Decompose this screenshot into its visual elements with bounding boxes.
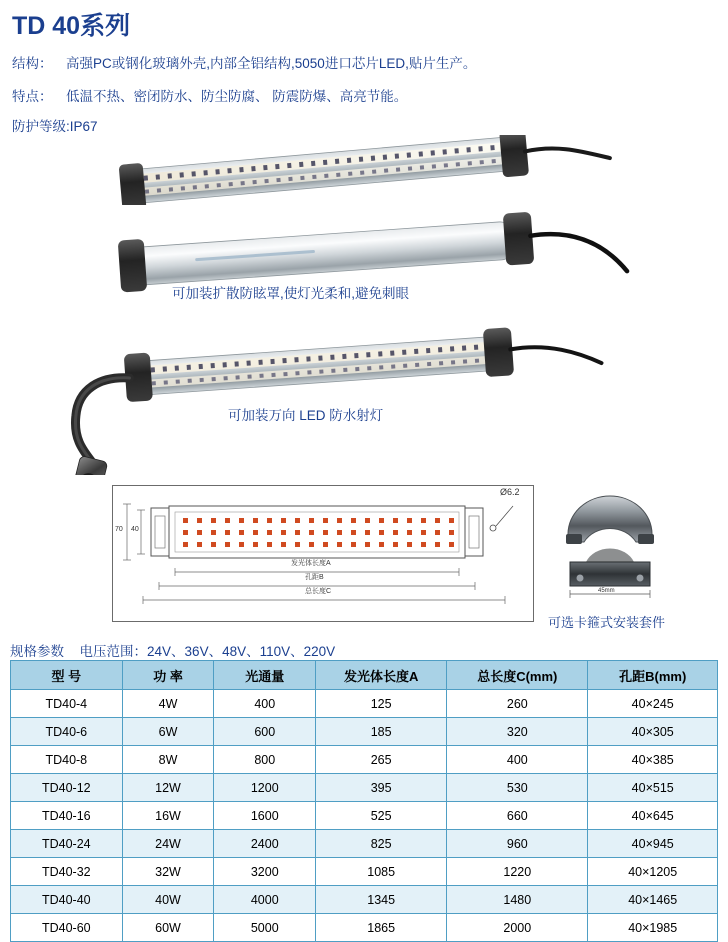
cell-hole-b: 40×1465 (588, 886, 718, 914)
table-row (11, 858, 718, 886)
table-row (11, 690, 718, 718)
structure-label: 结构： (12, 56, 53, 71)
cell-total-c: 400 (447, 746, 588, 774)
cell-length-a: 395 (316, 774, 447, 802)
cell-power: 32W (122, 858, 214, 886)
cell-power: 60W (122, 914, 214, 942)
cell-hole-b: 40×645 (588, 802, 718, 830)
cell-model: TD40-40 (11, 886, 123, 914)
product-photo-clamp-kit (550, 482, 700, 607)
col-length-a: 发光体长度A (316, 661, 447, 690)
cell-total-c: 960 (447, 830, 588, 858)
cell-total-c: 260 (447, 690, 588, 718)
cell-lumen: 3200 (214, 858, 316, 886)
structure-text: 高强PC或钢化玻璃外壳,内部全铝结构,5050进口芯片LED,贴片生产。 (66, 56, 477, 71)
caption-diffuser: 可加装扩散防眩罩,使灯光柔和,避免刺眼 (172, 286, 410, 301)
dim-height-70: 70 (115, 526, 123, 533)
cell-total-c: 320 (447, 718, 588, 746)
table-row (11, 802, 718, 830)
lamp-svg-spotlight (30, 320, 630, 475)
cell-length-a: 825 (316, 830, 447, 858)
cell-lumen: 400 (214, 690, 316, 718)
cell-lumen: 800 (214, 746, 316, 774)
dim-height-40: 40 (131, 526, 139, 533)
table-row (11, 830, 718, 858)
table-row (11, 746, 718, 774)
cell-hole-b: 40×245 (588, 690, 718, 718)
col-hole-b: 孔距B(mm) (588, 661, 718, 690)
spec-table (10, 660, 718, 942)
clamp-svg (550, 482, 700, 607)
cell-model: TD40-4 (11, 690, 123, 718)
caption-clamp-kit: 可选卡箍式安装套件 (548, 615, 666, 630)
cell-length-a: 1345 (316, 886, 447, 914)
cell-hole-b: 40×385 (588, 746, 718, 774)
cell-power: 8W (122, 746, 214, 774)
protection-rating: 防护等级:IP67 (12, 119, 98, 134)
cell-hole-b: 40×945 (588, 830, 718, 858)
table-caption-label: 规格参数 (10, 644, 64, 659)
dim-diameter-label: Ø6.2 (500, 487, 520, 497)
cell-power: 24W (122, 830, 214, 858)
cell-model: TD40-16 (11, 802, 123, 830)
table-row (11, 718, 718, 746)
cell-hole-b: 40×1205 (588, 858, 718, 886)
cell-lumen: 5000 (214, 914, 316, 942)
drawing-svg (113, 486, 531, 619)
product-photo-spotlight-lamp (30, 320, 630, 475)
dim-length-a: 发光体长度A (291, 560, 331, 567)
table-header-row (11, 661, 718, 690)
dim-hole-b: 孔距B (305, 574, 324, 581)
cell-power: 4W (122, 690, 214, 718)
caption-spotlight: 可加装万向 LED 防水射灯 (228, 408, 384, 423)
table-row (11, 886, 718, 914)
cell-hole-b: 40×515 (588, 774, 718, 802)
cell-total-c: 1480 (447, 886, 588, 914)
cell-hole-b: 40×1985 (588, 914, 718, 942)
col-lumen: 光通量 (214, 661, 316, 690)
cell-total-c: 2000 (447, 914, 588, 942)
col-total-c: 总长度C(mm) (447, 661, 588, 690)
cell-model: TD40-60 (11, 914, 123, 942)
feature-line (12, 85, 407, 105)
cell-length-a: 125 (316, 690, 447, 718)
cell-total-c: 660 (447, 802, 588, 830)
cell-lumen: 4000 (214, 886, 316, 914)
cell-model: TD40-12 (11, 774, 123, 802)
cell-hole-b: 40×305 (588, 718, 718, 746)
cell-power: 6W (122, 718, 214, 746)
cell-power: 40W (122, 886, 214, 914)
cell-length-a: 265 (316, 746, 447, 774)
lamp-svg-clear (110, 135, 630, 205)
product-photo-clear-lamp (110, 135, 630, 205)
cell-model: TD40-32 (11, 858, 123, 886)
cell-total-c: 530 (447, 774, 588, 802)
cell-length-a: 1865 (316, 914, 447, 942)
cell-power: 16W (122, 802, 214, 830)
svg-text:45mm: 45mm (598, 588, 615, 594)
cell-lumen: 1200 (214, 774, 316, 802)
cell-lumen: 2400 (214, 830, 316, 858)
feature-label: 特点： (12, 89, 53, 104)
cell-power: 12W (122, 774, 214, 802)
table-caption (10, 640, 335, 660)
table-row (11, 914, 718, 942)
cell-model: TD40-24 (11, 830, 123, 858)
cell-lumen: 600 (214, 718, 316, 746)
cell-model: TD40-8 (11, 746, 123, 774)
table-row (11, 774, 718, 802)
page-title: TD 40系列 (12, 12, 131, 40)
technical-drawing (112, 485, 534, 622)
dim-total-c: 总长度C (305, 588, 332, 595)
feature-text: 低温不热、密闭防水、防尘防腐、 防震防爆、高亮节能。 (66, 89, 408, 104)
cell-length-a: 185 (316, 718, 447, 746)
table-caption-voltage: 电压范围：24V、36V、48V、110V、220V (79, 644, 336, 659)
cell-length-a: 525 (316, 802, 447, 830)
cell-total-c: 1220 (447, 858, 588, 886)
col-model: 型 号 (11, 661, 123, 690)
cell-model: TD40-6 (11, 718, 123, 746)
col-power: 功 率 (122, 661, 214, 690)
structure-line (12, 52, 476, 72)
cell-length-a: 1085 (316, 858, 447, 886)
cell-lumen: 1600 (214, 802, 316, 830)
